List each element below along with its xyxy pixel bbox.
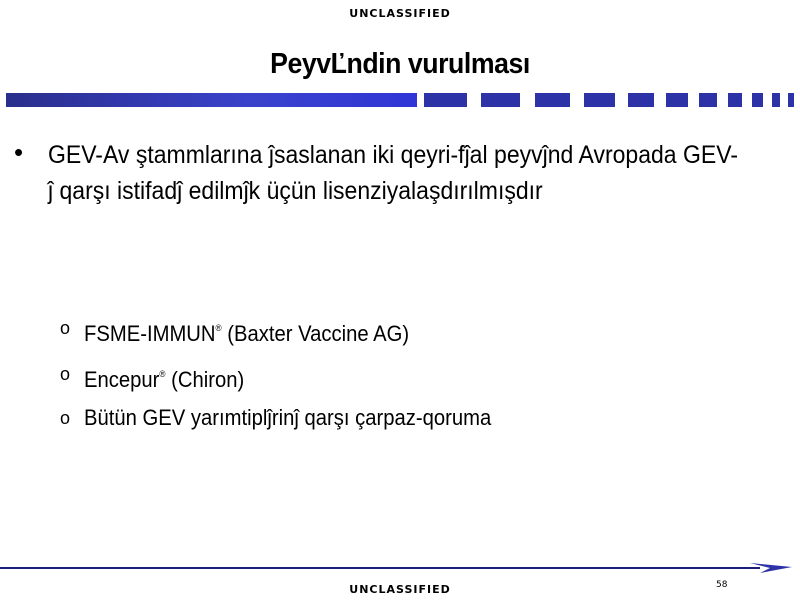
- title-underline-bar: [6, 93, 796, 107]
- sub-item-marker: o: [60, 318, 71, 338]
- registered-mark: ®: [159, 369, 166, 379]
- sub-item-text: Encepur® (Chiron): [84, 367, 245, 392]
- title-bar-block: [752, 93, 763, 107]
- title-bar-block: [666, 93, 688, 107]
- title-bar-block: [584, 93, 615, 107]
- title-bar-block: [772, 93, 780, 107]
- title-bar-block: [728, 93, 742, 107]
- sub-item-marker: o: [60, 408, 71, 428]
- main-bullet-text: GEV-Av ştammlarına ĵsaslanan iki qeyri-fĵal peyvĵnd Avropada GEV-ĵ qarşı istifadĵ edilmĵk üçün lisenziyalaşdırılmışdır: [48, 141, 738, 205]
- title-bar-gradient: [6, 93, 417, 107]
- title-bar-block: [535, 93, 570, 107]
- title-bar-block: [699, 93, 717, 107]
- title-bar-block: [628, 93, 654, 107]
- classification-header: UNCLASSIFIED: [349, 7, 451, 20]
- classification-footer: UNCLASSIFIED: [349, 583, 451, 596]
- sub-item-marker: o: [60, 364, 71, 384]
- slide-title: PeyvĽndin vurulması: [270, 48, 530, 80]
- bullet-marker: •: [14, 137, 24, 167]
- title-bar-block: [788, 93, 794, 107]
- bottom-arrow-line: [0, 562, 800, 574]
- sub-item-text: FSME-IMMUN® (Baxter Vaccine AG): [84, 321, 410, 346]
- registered-mark: ®: [215, 323, 222, 333]
- title-bar-block: [424, 93, 467, 107]
- sub-item-text: Bütün GEV yarımtiplĵrinĵ qarşı çarpaz-qoruma: [84, 405, 492, 430]
- page-number: 58: [716, 580, 728, 590]
- title-bar-block: [481, 93, 520, 107]
